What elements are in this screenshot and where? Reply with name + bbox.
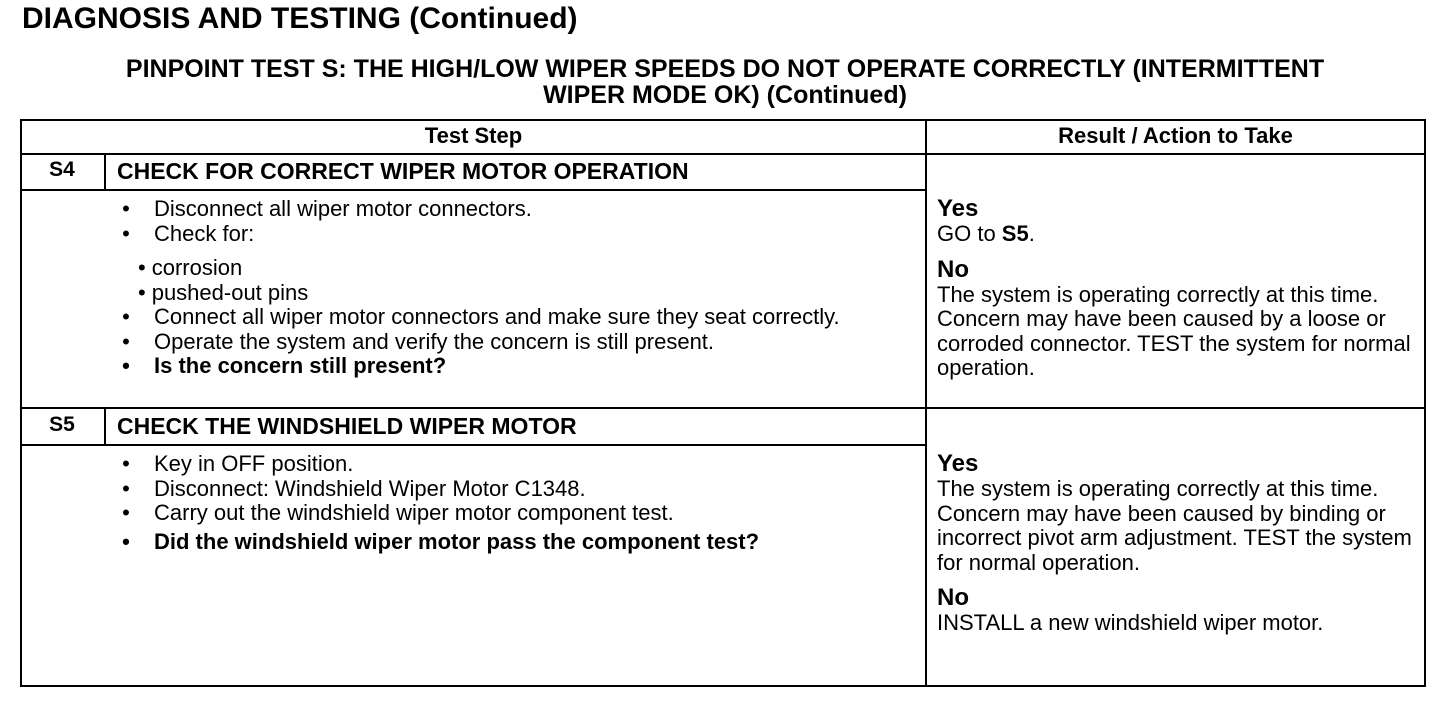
- yes-action: [937, 222, 1412, 247]
- bullet-icon: •: [122, 500, 130, 525]
- instruction-text: Disconnect all wiper motor connectors.: [154, 196, 532, 221]
- list-item: [116, 354, 916, 379]
- pinpoint-test-table: [20, 119, 1426, 687]
- no-action: INSTALL a new windshield wiper motor.: [937, 610, 1324, 635]
- bullet-icon: •: [122, 196, 130, 221]
- step-s4-result: [937, 196, 1412, 381]
- action-text: GO to: [937, 221, 1002, 246]
- list-item: [116, 305, 916, 330]
- instruction-text: Key in OFF position.: [154, 451, 354, 476]
- list-item: [116, 530, 916, 555]
- action-text: .: [1028, 221, 1035, 246]
- list-item: [116, 452, 916, 477]
- step-s5-result: [937, 451, 1412, 636]
- list-item: [116, 477, 916, 502]
- bullet-icon: •: [138, 255, 146, 280]
- list-item: [138, 281, 916, 306]
- no-action: The system is operating correctly at this time. Concern may have been caused by a loose or corroded connector. TEST the system for normal operation.: [937, 281, 1411, 380]
- s4-title-divider: [22, 189, 925, 191]
- list-item: [116, 501, 916, 526]
- bullet-icon: •: [138, 279, 146, 305]
- list-item: [116, 197, 916, 222]
- bullet-icon: •: [122, 451, 130, 476]
- instruction-text: corrosion: [151, 255, 243, 280]
- question-text: Is the concern still present?: [154, 353, 447, 378]
- step-title-s5: CHECK THE WINDSHIELD WIPER MOTOR: [117, 413, 577, 439]
- test-step-column-header: Test Step: [424, 123, 523, 148]
- bullet-icon: •: [122, 528, 130, 554]
- no-label: No: [937, 255, 969, 283]
- step-title-s4: CHECK FOR CORRECT WIPER MOTOR OPERATION: [117, 158, 689, 184]
- bullet-icon: •: [122, 475, 130, 501]
- list-item: [116, 222, 916, 306]
- step-s5-instructions: [116, 452, 916, 554]
- pinpoint-test-title-line-2: WIPER MODE OK) (Continued): [543, 81, 907, 109]
- instruction-text: Operate the system and verify the concern is still present.: [154, 328, 715, 354]
- no-label: No: [937, 584, 969, 611]
- instruction-text: pushed-out pins: [151, 279, 309, 305]
- column-divider: [925, 121, 927, 685]
- bullet-icon: •: [122, 328, 130, 354]
- pinpoint-test-title: [20, 56, 1430, 108]
- instruction-text: Disconnect: Windshield Wiper Motor C1348.: [154, 475, 586, 501]
- yes-label: Yes: [937, 195, 979, 222]
- s5-title-divider: [22, 444, 925, 446]
- instruction-text: Connect all wiper motor connectors and make sure they seat correctly.: [154, 304, 840, 329]
- page-title: DIAGNOSIS AND TESTING (Continued): [22, 2, 578, 35]
- list-item: [116, 330, 916, 355]
- result-column-header: Result / Action to Take: [1058, 123, 1293, 148]
- bullet-icon: •: [122, 304, 130, 329]
- pinpoint-test-title-line-1: PINPOINT TEST S: THE HIGH/LOW WIPER SPEEDS DO NOT OPERATE CORRECTLY (INTERMITTENT: [125, 55, 1325, 83]
- step-link-s5: S5: [1001, 221, 1029, 246]
- s4-id-divider: [104, 153, 106, 189]
- header-row-divider: [22, 153, 1424, 155]
- step-id-s5: S5: [49, 413, 75, 436]
- question-text: Did the windshield wiper motor pass the component test?: [154, 528, 760, 554]
- list-item: [138, 256, 916, 281]
- s5-id-divider: [104, 407, 106, 444]
- step-id-s4: S4: [49, 158, 75, 181]
- bullet-icon: •: [122, 353, 130, 378]
- s4-s5-row-divider: [22, 407, 1424, 409]
- step-s4-instructions: [116, 197, 916, 379]
- check-for-sublist: [138, 255, 916, 305]
- bullet-icon: •: [122, 220, 130, 246]
- yes-label: Yes: [937, 450, 979, 477]
- yes-action: The system is operating correctly at this time. Concern may have been caused by binding or incorrect pivot arm adjustment. TEST the system for normal operation.: [937, 476, 1412, 575]
- instruction-text: Check for:: [154, 220, 255, 246]
- instruction-text: Carry out the windshield wiper motor component test.: [154, 500, 674, 525]
